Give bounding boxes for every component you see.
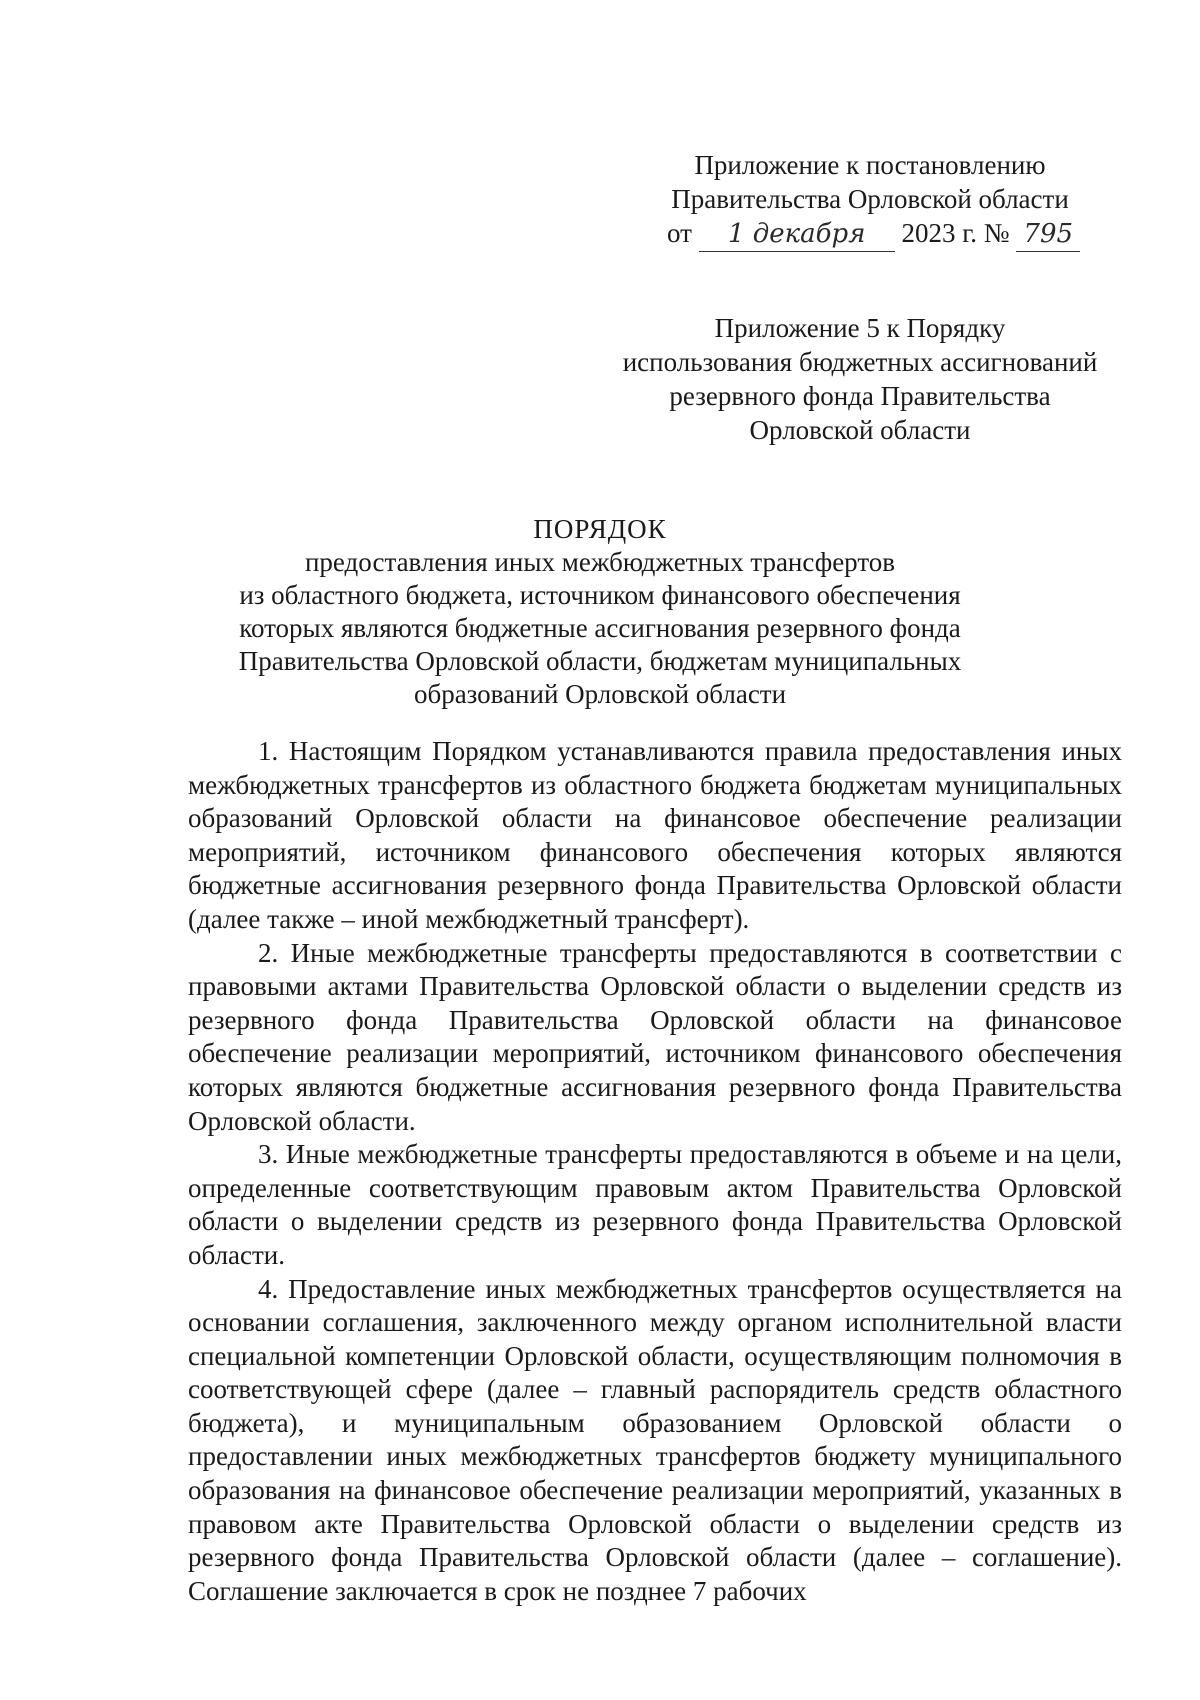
- handwritten-date: 1 декабря: [699, 217, 895, 252]
- subtitle-line: которых являются бюджетные ассигнования резервного фонда: [239, 613, 961, 643]
- resolution-date-line: [667, 216, 1127, 252]
- subtitle-line: образований Орловской области: [413, 679, 787, 709]
- attachment5-line: Орловской области: [749, 415, 971, 445]
- attachment5-block: [600, 311, 1120, 447]
- attachment5-line: резервного фонда Правительства: [669, 381, 1051, 411]
- attachment5-line: Приложение 5 к Порядку: [714, 313, 1006, 343]
- subtitle-line: Правительства Орловской области, бюджетам муниципальных: [238, 646, 962, 676]
- paragraph-3: 3. Иные межбюджетные трансферты предоставляются в объеме и на цели, определенные соответствующим правовым актом Правительства Орловской области о выделении средств из резервного фонда Правительства Орловской области.: [188, 1139, 1122, 1270]
- paragraph-2: 2. Иные межбюджетные трансферты предоставляются в соответствии с правовыми актами Правительства Орловской области о выделении средств из резервного фонда Правительства Орловской области на финансовое обеспечение реализации мероприятий, источником финансового обеспечения которых являются бюджетные ассигнования резервного фонда Правительства Орловской области.: [188, 937, 1122, 1136]
- attachment5-line: использования бюджетных ассигнований: [622, 347, 1098, 377]
- attachment-line: Правительства Орловской области: [671, 184, 1069, 214]
- date-prefix: от: [667, 218, 692, 248]
- subtitle-line: из областного бюджета, источником финансового обеспечения: [239, 580, 961, 610]
- paragraph-4: 4. Предоставление иных межбюджетных трансфертов осуществляется на основании соглашения, заключенного между органом исполнительной власти специальной компетенции Орловской области, осуществляющим полномочия в соответствующей сфере (далее – главный распорядитель средств областного бюджета), и муниципальным образованием Орловской области о предоставлении иных межбюджетных трансфертов бюджету муниципального образования на финансовое обеспечение реализации мероприятий, указанных в правовом акте Правительства Орловской области о выделении средств из резервного фонда Правительства Орловской области (далее – соглашение). Соглашение заключается в срок не позднее 7 рабочих: [188, 1273, 1122, 1606]
- attachment-line: Приложение к постановлению: [694, 150, 1046, 180]
- document-subtitle: [150, 546, 1050, 711]
- document-body: [188, 735, 1122, 1608]
- subtitle-line: предоставления иных межбюджетных трансфертов: [304, 547, 896, 577]
- attachment-header: [640, 148, 1100, 216]
- document-title: ПОРЯДОК: [533, 514, 667, 544]
- paragraph-1: 1. Настоящим Порядком устанавливаются правила предоставления иных межбюджетных трансфертов из областного бюджета бюджетам муниципальных образований Орловской области на финансовое обеспечение реализации мероприятий, источником финансового обеспечения которых являются бюджетные ассигнования резервного фонда Правительства Орловской области (далее также – иной межбюджетный трансферт).: [188, 736, 1122, 934]
- handwritten-number: 795: [1016, 217, 1080, 252]
- year-number-label: 2023 г. №: [901, 218, 1010, 248]
